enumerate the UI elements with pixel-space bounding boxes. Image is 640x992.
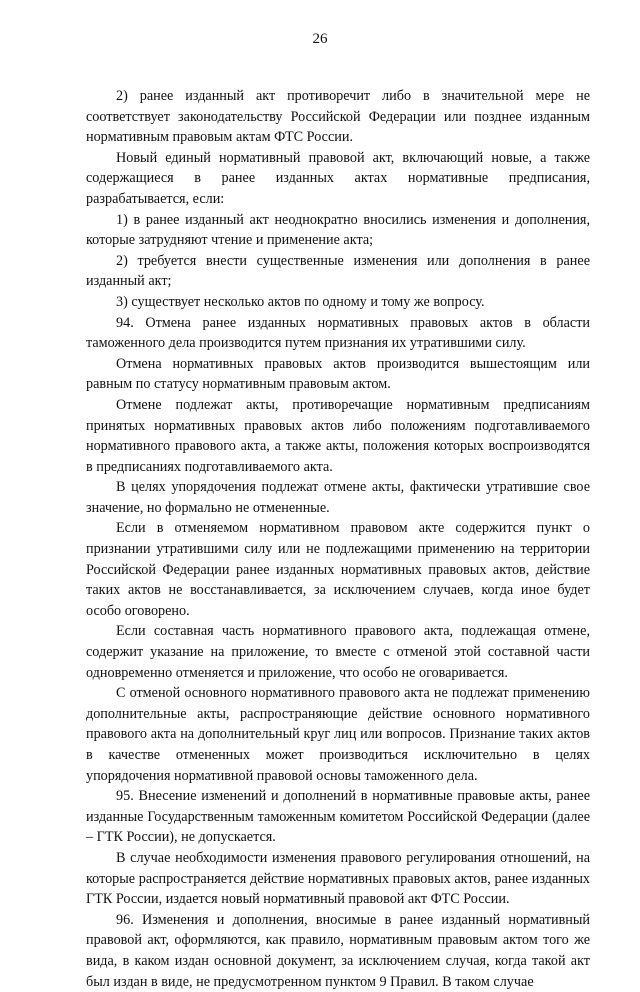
document-body [86,86,590,992]
paragraph: В случае необходимости изменения правового регулирования отношений, на которые распространяется действие нормативных правовых актов, ранее изданных ГТК России, издается новый нормативный правовой акт ФТС России. [86,849,590,908]
paragraph: 95. Внесение изменений и дополнений в нормативные правовые акты, ранее изданные Государственным таможенным комитетом Российской Федерации (далее – ГТК России), не допускается. [86,788,590,846]
paragraph: Если составная часть нормативного правового акта, подлежащая отмене, содержит указание на приложение, то вместе с отменой этой составной части одновременно отменяется и приложение, что особо не оговаривается. [86,623,590,681]
paragraph: Если в отменяемом нормативном правовом акте содержится пункт о признании утратившими силу или не подлежащими применению на территории Российской Федерации ранее изданных нормативных правовых актов, действие таких актов не восстанавливается, за исключением случаев, когда иное будет особо оговорено. [86,520,590,619]
page-number: 26 [312,31,328,47]
paragraph: 2) ранее изданный акт противоречит либо в значительной мере не соответствует законодательству Российской Федерации или позднее изданным нормативным правовым актам ФТС России. [86,88,590,146]
paragraph: 94. Отмена ранее изданных нормативных правовых актов в области таможенного дела производится путем признания их утратившими силу. [86,314,590,352]
paragraph: Отмена нормативных правовых актов производится вышестоящим или равным по статусу нормативным правовым актом. [86,355,590,393]
paragraph: Новый единый нормативный правовой акт, включающий новые, а также содержащиеся в ранее изданных актах нормативные предписания, разрабатывается, если: [86,149,590,207]
paragraph: 2) требуется внести существенные изменения или дополнения в ранее изданный акт; [86,252,590,290]
paragraph: 1) в ранее изданный акт неоднократно вносились изменения и дополнения, которые затрудняют чтение и применение акта; [86,211,590,249]
paragraph: С отменой основного нормативного правового акта не подлежат применению дополнительные акты, распространяющие действие основного нормативного правового акта на дополнительный круг лиц или вопросов. Признание таких актов в качестве отмененных может производиться исключительно в целях упорядочения нормативной правовой основы таможенного дела. [86,685,590,784]
paragraph: Отмене подлежат акты, противоречащие нормативным предписаниям принятых нормативных правовых актов либо положениям подготавливаемого нормативного правового акта, а также акты, положения которых воспроизводятся в предписаниях подготавливаемого акта. [86,396,590,475]
paragraph: В целях упорядочения подлежат отмене акты, фактически утратившие свое значение, но формально не отмененные. [86,479,590,516]
paragraph: 3) существует несколько актов по одному и тому же вопросу. [116,293,485,310]
paragraph: 96. Изменения и дополнения, вносимые в ранее изданный нормативный правовой акт, оформляются, как правило, нормативным правовым актом того же вида, в каком издан основной документ, за исключением случая, когда такой акт был издан в виде, не предусмотренном пунктом 9 Правил. В таком случае [86,911,590,990]
